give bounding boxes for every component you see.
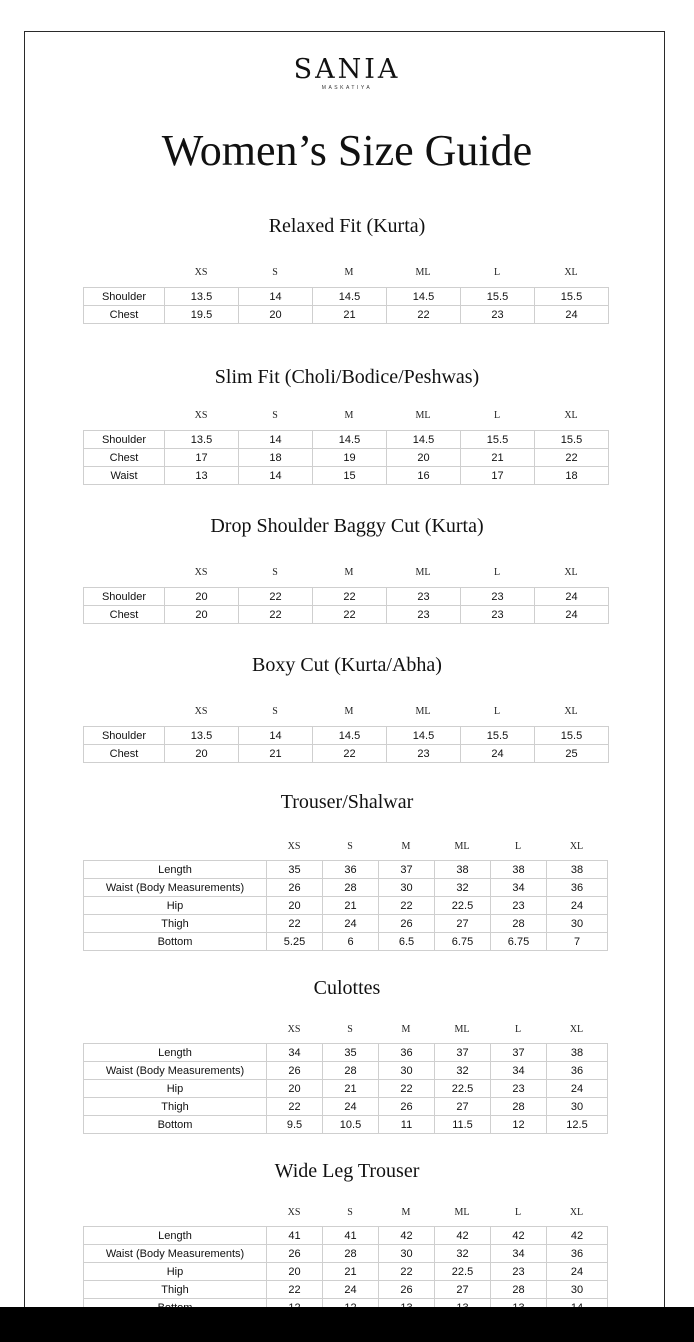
size-header-xl: XL [564, 706, 578, 717]
size-header-s: S [347, 1024, 353, 1035]
measurement-cell: 24 [461, 745, 535, 763]
row-label: Hip [84, 1080, 267, 1098]
table-row [84, 1044, 608, 1062]
measurement-cell: 22.5 [435, 1263, 491, 1281]
measurement-cell: 26 [267, 1062, 323, 1080]
measurement-cell: 32 [435, 1062, 491, 1080]
size-header-m: M [344, 567, 354, 578]
table-row [84, 1116, 608, 1134]
measurement-cell: 16 [387, 467, 461, 485]
measurement-cell: 38 [491, 861, 547, 879]
table-row [84, 1080, 608, 1098]
row-label: Length [84, 861, 267, 879]
size-header-m: M [344, 267, 354, 278]
measurement-cell: 22 [267, 915, 323, 933]
measurement-cell: 42 [547, 1227, 608, 1245]
measurement-cell: 5.25 [267, 933, 323, 951]
measurement-cell: 11.5 [435, 1116, 491, 1134]
measurement-cell: 6 [323, 933, 379, 951]
table-row [84, 933, 608, 951]
row-label: Waist (Body Measurements) [84, 879, 267, 897]
measurement-cell: 22 [313, 745, 387, 763]
row-label: Waist (Body Measurements) [84, 1245, 267, 1263]
measurement-cell: 14.5 [387, 288, 461, 306]
measurement-cell: 24 [547, 1080, 608, 1098]
measurement-cell: 32 [435, 1245, 491, 1263]
brand-name: SANIA [293, 54, 401, 85]
measurement-cell: 36 [323, 861, 379, 879]
size-header-xl: XL [564, 567, 578, 578]
measurement-cell: 37 [435, 1044, 491, 1062]
row-label: Thigh [84, 1098, 267, 1116]
measurement-cell: 24 [547, 897, 608, 915]
row-label: Length [84, 1044, 267, 1062]
measurement-cell: 24 [535, 588, 609, 606]
measurement-cell: 42 [379, 1227, 435, 1245]
measurement-cell: 14.5 [387, 431, 461, 449]
size-header-ml: ML [415, 267, 431, 278]
measurement-cell: 10.5 [323, 1116, 379, 1134]
row-label: Shoulder [84, 588, 165, 606]
size-header-xl: XL [569, 1207, 584, 1218]
size-header-m: M [401, 1207, 411, 1218]
table-row [84, 1098, 608, 1116]
measurement-cell: 18 [239, 449, 313, 467]
measurement-cell: 21 [313, 306, 387, 324]
size-header-ml: ML [454, 1024, 470, 1035]
measurement-cell: 14 [239, 727, 313, 745]
measurement-cell: 23 [491, 1080, 547, 1098]
measurement-cell: 22 [535, 449, 609, 467]
measurement-cell: 23 [387, 745, 461, 763]
row-label: Hip [84, 897, 267, 915]
section-title: Culottes [313, 977, 381, 999]
table-row [84, 449, 609, 467]
measurement-cell: 28 [323, 1245, 379, 1263]
measurement-cell: 12.5 [547, 1116, 608, 1134]
measurement-cell: 37 [379, 861, 435, 879]
size-header-m: M [344, 706, 354, 717]
table-row [84, 727, 609, 745]
section-title: Relaxed Fit (Kurta) [268, 215, 426, 237]
measurement-cell: 11 [379, 1116, 435, 1134]
size-table-wide-leg-trouser [83, 1226, 608, 1317]
measurement-cell: 6.75 [491, 933, 547, 951]
measurement-cell: 21 [323, 1263, 379, 1281]
measurement-cell: 24 [535, 306, 609, 324]
size-header-l: L [514, 841, 522, 852]
measurement-cell: 14.5 [313, 431, 387, 449]
size-header-l: L [493, 706, 501, 717]
size-header-ml: ML [415, 706, 431, 717]
row-label: Chest [84, 449, 165, 467]
measurement-cell: 20 [267, 1263, 323, 1281]
row-label: Thigh [84, 915, 267, 933]
measurement-cell: 6.5 [379, 933, 435, 951]
row-label: Hip [84, 1263, 267, 1281]
measurement-cell: 22 [379, 1080, 435, 1098]
size-header-l: L [514, 1024, 522, 1035]
section-title: Wide Leg Trouser [274, 1160, 420, 1182]
measurement-cell: 38 [547, 1044, 608, 1062]
measurement-cell: 20 [165, 606, 239, 624]
measurement-cell: 30 [379, 1245, 435, 1263]
row-label: Chest [84, 606, 165, 624]
size-header-ml: ML [415, 410, 431, 421]
size-header-xl: XL [564, 410, 578, 421]
section-title: Trouser/Shalwar [280, 791, 414, 813]
measurement-cell: 13.5 [165, 288, 239, 306]
measurement-cell: 38 [435, 861, 491, 879]
table-row [84, 1062, 608, 1080]
measurement-cell: 28 [323, 879, 379, 897]
table-row [84, 861, 608, 879]
measurement-cell: 30 [379, 1062, 435, 1080]
size-header-m: M [401, 841, 411, 852]
measurement-cell: 20 [165, 745, 239, 763]
size-header-ml: ML [454, 1207, 470, 1218]
table-row [84, 467, 609, 485]
row-label: Bottom [84, 933, 267, 951]
measurement-cell: 37 [491, 1044, 547, 1062]
page-title: Women’s Size Guide [161, 126, 533, 175]
table-row [84, 879, 608, 897]
measurement-cell: 36 [547, 879, 608, 897]
measurement-cell: 23 [461, 588, 535, 606]
measurement-cell: 24 [547, 1263, 608, 1281]
size-header-xs: XS [287, 841, 301, 852]
measurement-cell: 24 [323, 915, 379, 933]
size-header-l: L [514, 1207, 522, 1218]
size-header-xs: XS [194, 567, 208, 578]
size-header-xs: XS [194, 267, 208, 278]
measurement-cell: 21 [323, 1080, 379, 1098]
size-header-xs: XS [194, 706, 208, 717]
row-label: Bottom [84, 1116, 267, 1134]
measurement-cell: 38 [547, 861, 608, 879]
row-label: Length [84, 1227, 267, 1245]
measurement-cell: 28 [491, 915, 547, 933]
measurement-cell: 15.5 [535, 431, 609, 449]
size-table-trouser-shalwar [83, 860, 608, 951]
measurement-cell: 23 [491, 1263, 547, 1281]
measurement-cell: 23 [387, 606, 461, 624]
measurement-cell: 22 [313, 588, 387, 606]
measurement-cell: 26 [379, 915, 435, 933]
measurement-cell: 22 [239, 606, 313, 624]
table-row [84, 306, 609, 324]
measurement-cell: 24 [323, 1098, 379, 1116]
bottom-bar [0, 1307, 694, 1342]
table-row [84, 606, 609, 624]
size-header-xs: XS [287, 1024, 301, 1035]
measurement-cell: 34 [267, 1044, 323, 1062]
size-header-s: S [272, 706, 278, 717]
size-table-relaxed-fit-kurta [83, 287, 609, 324]
size-header-l: L [493, 267, 501, 278]
size-table-slim-fit-choli-bodice-peshwas [83, 430, 609, 485]
measurement-cell: 14.5 [313, 727, 387, 745]
measurement-cell: 27 [435, 1281, 491, 1299]
measurement-cell: 28 [491, 1281, 547, 1299]
table-row [84, 897, 608, 915]
measurement-cell: 14.5 [313, 288, 387, 306]
measurement-cell: 26 [267, 879, 323, 897]
size-header-m: M [401, 1024, 411, 1035]
measurement-cell: 14 [239, 431, 313, 449]
table-row [84, 1263, 608, 1281]
measurement-cell: 7 [547, 933, 608, 951]
measurement-cell: 34 [491, 1062, 547, 1080]
row-label: Chest [84, 745, 165, 763]
size-table-boxy-cut-kurta-abha [83, 726, 609, 763]
measurement-cell: 22 [313, 606, 387, 624]
row-label: Thigh [84, 1281, 267, 1299]
measurement-cell: 22.5 [435, 1080, 491, 1098]
section-title: Drop Shoulder Baggy Cut (Kurta) [210, 515, 484, 537]
measurement-cell: 20 [387, 449, 461, 467]
size-header-m: M [344, 410, 354, 421]
size-header-ml: ML [415, 567, 431, 578]
measurement-cell: 17 [461, 467, 535, 485]
measurement-cell: 19 [313, 449, 387, 467]
measurement-cell: 36 [379, 1044, 435, 1062]
row-label: Waist [84, 467, 165, 485]
table-row [84, 431, 609, 449]
measurement-cell: 24 [323, 1281, 379, 1299]
measurement-cell: 26 [267, 1245, 323, 1263]
measurement-cell: 26 [379, 1281, 435, 1299]
row-label: Chest [84, 306, 165, 324]
measurement-cell: 35 [267, 861, 323, 879]
measurement-cell: 27 [435, 1098, 491, 1116]
measurement-cell: 13.5 [165, 727, 239, 745]
row-label: Waist (Body Measurements) [84, 1062, 267, 1080]
measurement-cell: 22 [379, 897, 435, 915]
measurement-cell: 19.5 [165, 306, 239, 324]
measurement-cell: 23 [491, 897, 547, 915]
measurement-cell: 15.5 [535, 288, 609, 306]
measurement-cell: 22 [387, 306, 461, 324]
size-header-xl: XL [569, 841, 584, 852]
measurement-cell: 42 [435, 1227, 491, 1245]
measurement-cell: 22 [239, 588, 313, 606]
measurement-cell: 9.5 [267, 1116, 323, 1134]
measurement-cell: 36 [547, 1062, 608, 1080]
measurement-cell: 21 [239, 745, 313, 763]
measurement-cell: 22 [379, 1263, 435, 1281]
measurement-cell: 13.5 [165, 431, 239, 449]
measurement-cell: 21 [323, 897, 379, 915]
measurement-cell: 28 [491, 1098, 547, 1116]
size-header-xs: XS [194, 410, 208, 421]
measurement-cell: 15.5 [461, 431, 535, 449]
measurement-cell: 20 [267, 897, 323, 915]
measurement-cell: 15.5 [535, 727, 609, 745]
measurement-cell: 34 [491, 879, 547, 897]
measurement-cell: 32 [435, 879, 491, 897]
size-header-s: S [272, 567, 278, 578]
measurement-cell: 30 [379, 879, 435, 897]
size-header-l: L [493, 410, 501, 421]
measurement-cell: 23 [387, 588, 461, 606]
table-row [84, 1281, 608, 1299]
measurement-cell: 34 [491, 1245, 547, 1263]
measurement-cell: 20 [239, 306, 313, 324]
measurement-cell: 22 [267, 1281, 323, 1299]
measurement-cell: 21 [461, 449, 535, 467]
size-header-xs: XS [287, 1207, 301, 1218]
measurement-cell: 27 [435, 915, 491, 933]
measurement-cell: 28 [323, 1062, 379, 1080]
measurement-cell: 15.5 [461, 727, 535, 745]
measurement-cell: 30 [547, 1098, 608, 1116]
row-label: Shoulder [84, 288, 165, 306]
measurement-cell: 22.5 [435, 897, 491, 915]
table-row [84, 1245, 608, 1263]
size-header-s: S [272, 267, 278, 278]
measurement-cell: 30 [547, 1281, 608, 1299]
measurement-cell: 41 [323, 1227, 379, 1245]
measurement-cell: 14.5 [387, 727, 461, 745]
measurement-cell: 36 [547, 1245, 608, 1263]
table-row [84, 745, 609, 763]
table-row [84, 1227, 608, 1245]
table-row [84, 915, 608, 933]
measurement-cell: 15.5 [461, 288, 535, 306]
measurement-cell: 23 [461, 306, 535, 324]
measurement-cell: 15 [313, 467, 387, 485]
measurement-cell: 41 [267, 1227, 323, 1245]
brand-subtitle: MASKATIYA [321, 85, 373, 91]
measurement-cell: 22 [267, 1098, 323, 1116]
size-table-drop-shoulder-baggy-cut-kurta [83, 587, 609, 624]
size-table-culottes [83, 1043, 608, 1134]
size-header-s: S [347, 1207, 353, 1218]
measurement-cell: 20 [165, 588, 239, 606]
measurement-cell: 23 [461, 606, 535, 624]
table-row [84, 288, 609, 306]
size-header-l: L [493, 567, 501, 578]
measurement-cell: 42 [491, 1227, 547, 1245]
row-label: Shoulder [84, 727, 165, 745]
table-row [84, 588, 609, 606]
measurement-cell: 35 [323, 1044, 379, 1062]
size-header-s: S [347, 841, 353, 852]
measurement-cell: 17 [165, 449, 239, 467]
measurement-cell: 18 [535, 467, 609, 485]
measurement-cell: 12 [491, 1116, 547, 1134]
section-title: Slim Fit (Choli/Bodice/Peshwas) [214, 366, 480, 388]
measurement-cell: 6.75 [435, 933, 491, 951]
measurement-cell: 25 [535, 745, 609, 763]
measurement-cell: 13 [165, 467, 239, 485]
size-header-ml: ML [454, 841, 470, 852]
measurement-cell: 14 [239, 467, 313, 485]
measurement-cell: 30 [547, 915, 608, 933]
section-title: Boxy Cut (Kurta/Abha) [252, 654, 442, 676]
brand-logo [0, 55, 694, 91]
size-header-s: S [272, 410, 278, 421]
size-header-xl: XL [569, 1024, 584, 1035]
size-header-xl: XL [564, 267, 578, 278]
measurement-cell: 20 [267, 1080, 323, 1098]
measurement-cell: 14 [239, 288, 313, 306]
measurement-cell: 24 [535, 606, 609, 624]
row-label: Shoulder [84, 431, 165, 449]
measurement-cell: 26 [379, 1098, 435, 1116]
